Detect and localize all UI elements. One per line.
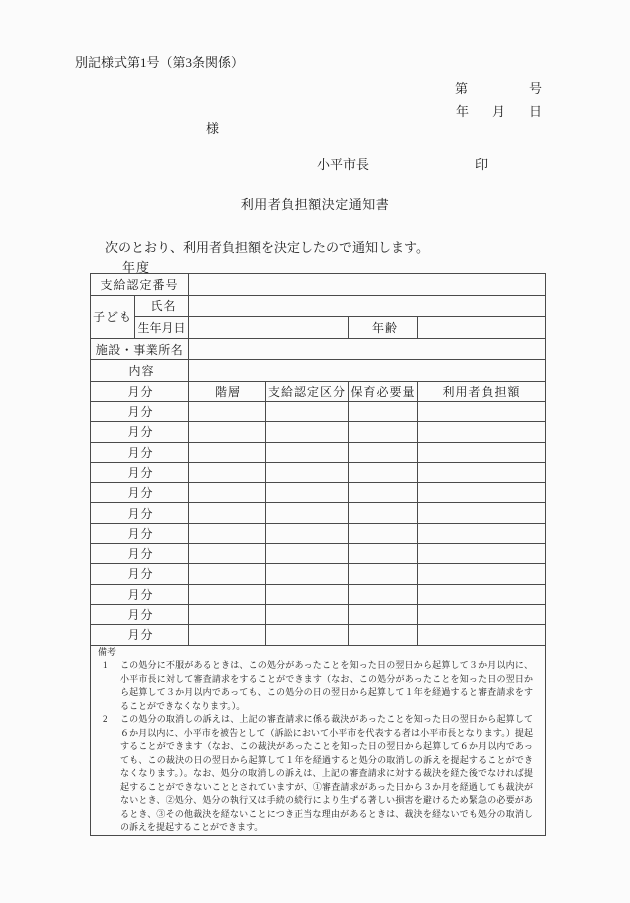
tier-value: [189, 625, 266, 645]
remarks-section: [91, 645, 546, 835]
month-row-1: [91, 401, 546, 421]
month-row-6: [91, 503, 546, 523]
birthdate-label: 生年月日: [135, 317, 189, 339]
certification-category-column-header: 支給認定区分: [266, 381, 349, 401]
certification-category-value: [266, 604, 349, 624]
date-day-label: 日: [529, 104, 543, 119]
user-burden-value: [418, 584, 546, 604]
age-label: 年齢: [349, 317, 418, 339]
doc-number-suffix: 号: [529, 81, 543, 96]
user-burden-value: [418, 604, 546, 624]
certification-category-value: [266, 523, 349, 543]
form-reference: 別記様式第1号（第3条関係）: [75, 55, 245, 70]
month-label: 月分: [91, 483, 189, 503]
tier-value: [189, 462, 266, 482]
user-burden-value: [418, 523, 546, 543]
certification-category-value: [266, 422, 349, 442]
name-label: 氏名: [135, 295, 189, 317]
user-burden-value: [418, 401, 546, 421]
user-burden-value: [418, 442, 546, 462]
month-row-5: [91, 483, 546, 503]
tier-value: [189, 584, 266, 604]
month-label: 月分: [91, 422, 189, 442]
care-necessity-value: [349, 401, 418, 421]
certification-category-value: [266, 564, 349, 584]
fiscal-year-label: 年度: [122, 260, 151, 275]
user-burden-value: [418, 564, 546, 584]
tier-value: [189, 503, 266, 523]
birthdate-value: [189, 317, 349, 339]
month-label: 月分: [91, 625, 189, 645]
month-label: 月分: [91, 564, 189, 584]
remarks-label: 備考: [98, 646, 117, 657]
month-row-12: [91, 625, 546, 645]
certification-number-row: [91, 274, 546, 296]
remark-item-2-number: 2: [103, 714, 108, 725]
month-label: 月分: [91, 523, 189, 543]
care-necessity-value: [349, 523, 418, 543]
remark-item-1-number: 1: [103, 660, 108, 671]
tier-value: [189, 442, 266, 462]
care-necessity-value: [349, 544, 418, 564]
date-month-label: 月: [492, 104, 506, 119]
birthdate-row: [91, 317, 546, 339]
notice-form-table: [90, 273, 546, 836]
certification-number-value: [189, 274, 546, 296]
care-necessity-value: [349, 422, 418, 442]
care-necessity-value: [349, 503, 418, 523]
child-name-row: [91, 295, 546, 317]
month-row-8: [91, 544, 546, 564]
seal-mark: 印: [475, 157, 489, 172]
care-necessity-value: [349, 564, 418, 584]
care-necessity-value: [349, 604, 418, 624]
page-title: 利用者負担額決定通知書: [240, 197, 390, 212]
content-label: 内容: [91, 360, 189, 382]
care-necessity-value: [349, 442, 418, 462]
tier-value: [189, 422, 266, 442]
month-row-10: [91, 584, 546, 604]
user-burden-value: [418, 462, 546, 482]
certification-category-value: [266, 462, 349, 482]
care-necessity-value: [349, 462, 418, 482]
tier-value: [189, 544, 266, 564]
child-label: 子ども: [91, 295, 135, 338]
user-burden-column-header: 利用者負担額: [418, 381, 546, 401]
certification-category-value: [266, 584, 349, 604]
issuer-name: 小平市長: [317, 157, 370, 172]
certification-category-value: [266, 544, 349, 564]
month-label: 月分: [91, 544, 189, 564]
certification-category-value: [266, 503, 349, 523]
intro-sentence: 次のとおり、利用者負担額を決定したので通知します。: [105, 240, 429, 255]
doc-number-prefix: 第: [455, 81, 469, 96]
month-row-3: [91, 442, 546, 462]
facility-label: 施設・事業所名: [91, 338, 189, 360]
certification-category-value: [266, 625, 349, 645]
facility-row: [91, 338, 546, 360]
month-row-7: [91, 523, 546, 543]
name-value: [189, 295, 546, 317]
month-label: 月分: [91, 462, 189, 482]
remark-item-1: [91, 659, 545, 713]
tier-column-header: 階層: [189, 381, 266, 401]
user-burden-value: [418, 544, 546, 564]
monthly-header-row: [91, 381, 546, 401]
month-row-11: [91, 604, 546, 624]
tier-value: [189, 483, 266, 503]
remark-item-2-text: この処分の取消しの訴えは、上記の審査請求に係る裁決があったことを知った日の翌日から起算して６か月以内に、小平市を被告として（訴訟において小平市を代表する者は小平市長となります。）提起することができます（なお、この裁決があったことを知った日の翌日から起算して６か月以内であっても、この裁決の日の翌日から起算して１年を経過すると処分の取消しの訴えを提起することができなくなります。）。なお、処分の取消しの訴えは、上記の審査請求に対する裁決を経た後でなければ提起することができないこととされていますが、①審査請求があった日から３か月を経過しても裁決がないとき、②処分、処分の執行又は手続の続行により生ずる著しい損害を避けるため緊急の必要があるとき、③その他裁決を経ないことにつき正当な理由があるときは、裁決を経ないでも処分の取消しの訴えを提起することができます。: [120, 714, 534, 833]
month-label: 月分: [91, 401, 189, 421]
month-row-9: [91, 564, 546, 584]
addressee-honorific: 様: [206, 121, 220, 136]
remark-item-1-text: この処分に不服があるときは、この処分があったことを知った日の翌日から起算して３か月以内に、小平市長に対して審査請求をすることができます（なお、この処分があったことを知った日の翌日から起算して３か月以内であっても、この処分の日の翌日から起算して１年を経過すると審査請求をすることができなくなります。）。: [120, 660, 534, 711]
age-value: [418, 317, 546, 339]
care-necessity-value: [349, 625, 418, 645]
certification-category-value: [266, 401, 349, 421]
user-burden-value: [418, 503, 546, 523]
certification-number-label: 支給認定番号: [91, 274, 189, 296]
month-label: 月分: [91, 442, 189, 462]
month-column-header: 月分: [91, 381, 189, 401]
date-year-label: 年: [456, 104, 470, 119]
month-label: 月分: [91, 584, 189, 604]
tier-value: [189, 564, 266, 584]
month-row-4: [91, 462, 546, 482]
user-burden-value: [418, 422, 546, 442]
tier-value: [189, 401, 266, 421]
certification-category-value: [266, 483, 349, 503]
content-row: [91, 360, 546, 382]
content-value: [189, 360, 546, 382]
care-necessity-column-header: 保育必要量: [349, 381, 418, 401]
user-burden-value: [418, 625, 546, 645]
month-label: 月分: [91, 503, 189, 523]
remarks-row: [91, 645, 546, 835]
certification-category-value: [266, 442, 349, 462]
month-row-2: [91, 422, 546, 442]
month-label: 月分: [91, 604, 189, 624]
care-necessity-value: [349, 483, 418, 503]
facility-value: [189, 338, 546, 360]
care-necessity-value: [349, 584, 418, 604]
tier-value: [189, 604, 266, 624]
remark-item-2: [91, 713, 545, 835]
tier-value: [189, 523, 266, 543]
user-burden-value: [418, 483, 546, 503]
